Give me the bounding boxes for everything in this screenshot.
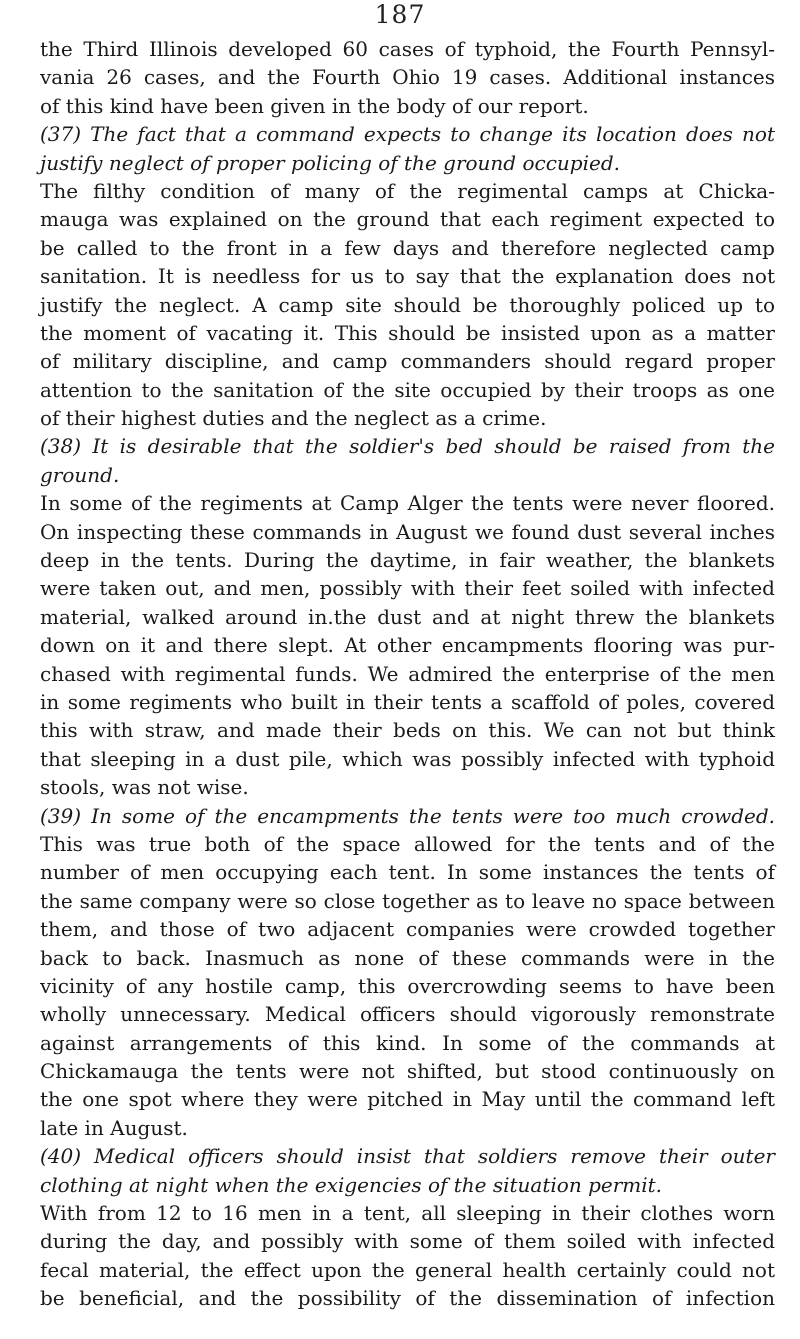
body-text-line: back to back. Inasmuch as none of these commands were in the	[40, 945, 775, 970]
body-text-line: this with straw, and made their beds on this. We can not but think	[40, 718, 775, 743]
body-text-line: be called to the front in a few days and therefore neglected camp	[40, 235, 775, 260]
body-text-line: fecal material, the effect upon the general health certainly could not	[40, 1257, 775, 1282]
body-text-line: of their highest duties and the neglect as a crime.	[40, 406, 547, 431]
body-text-line: justify the neglect. A camp site should be thoroughly policed up to	[40, 292, 775, 317]
body-text-line: attention to the sanitation of the site occupied by their troops as one	[40, 377, 775, 402]
body-text-line: vania 26 cases, and the Fourth Ohio 19 cases. Additional instances	[40, 65, 775, 90]
body-text-line: during the day, and possibly with some of them soiled with infected	[40, 1229, 775, 1254]
body-text-line: of military discipline, and camp commanders should regard proper	[40, 349, 775, 374]
body-text-line: the same company were so close together as to leave no space between	[40, 888, 775, 913]
section-heading-line: (38) It is desirable that the soldier's bed should be raised from the	[40, 434, 775, 459]
body-text-line: were taken out, and men, possibly with their feet soiled with infected	[40, 576, 775, 601]
page-number: 187	[374, 0, 426, 29]
section-heading-line: clothing at night when the exigencies of the situation permit.	[40, 1172, 663, 1197]
body-text-line: down on it and there slept. At other encampments flooring was pur-	[40, 633, 775, 658]
section-heading-line: (40) Medical officers should insist that soldiers remove their outer	[40, 1144, 775, 1169]
body-text-line: the one spot where they were pitched in May until the command left	[40, 1087, 775, 1112]
body-text-line: This was true both of the space allowed for the tents and of the	[40, 831, 775, 856]
body-text-line: the Third Illinois developed 60 cases of typhoid, the Fourth Pennsyl-	[40, 37, 775, 61]
body-text-line: them, and those of two adjacent companies were crowded together	[40, 917, 775, 942]
body-text-line: mauga was explained on the ground that each regiment expected to	[40, 207, 775, 232]
body-text-line: be beneficial, and the possibility of the dissemination of infection	[40, 1286, 775, 1311]
body-text-line: wholly unnecessary. Medical officers should vigorously remonstrate	[40, 1002, 775, 1027]
body-text-line: late in August.	[40, 1115, 188, 1140]
body-text-line: On inspecting these commands in August we found dust several inches	[40, 519, 775, 544]
body-text-line: against arrangements of this kind. In some of the commands at	[40, 1030, 775, 1055]
body-text-line: Chickamauga the tents were not shifted, but stood continuously on	[40, 1059, 775, 1084]
body-text-line: of this kind have been given in the body of our report.	[40, 93, 589, 118]
body-text-line: stools, was not wise.	[40, 775, 249, 800]
section-heading-line: (37) The fact that a command expects to change its location does not	[40, 122, 775, 147]
body-text-line: deep in the tents. During the daytime, in fair weather, the blankets	[40, 548, 775, 573]
text-body	[40, 35, 775, 1313]
section-heading-line: ground.	[40, 462, 120, 487]
body-text-line: the moment of vacating it. This should be insisted upon as a matter	[40, 320, 775, 345]
body-text-line: chased with regimental funds. We admired the enterprise of the men	[40, 661, 775, 686]
body-text-line: In some of the regiments at Camp Alger the tents were never floored.	[40, 491, 775, 516]
body-text-line: in some regiments who built in their tents a scaffold of poles, covered	[40, 689, 775, 714]
body-text-line: sanitation. It is needless for us to say that the explanation does not	[40, 264, 775, 289]
body-text-line: vicinity of any hostile camp, this overcrowding seems to have been	[40, 973, 775, 998]
body-text-line: The filthy condition of many of the regimental camps at Chicka-	[40, 178, 775, 203]
section-heading-line: justify neglect of proper policing of the ground occupied.	[40, 150, 620, 175]
body-text-line: With from 12 to 16 men in a tent, all sleeping in their clothes worn	[40, 1201, 775, 1226]
body-text-line: that sleeping in a dust pile, which was possibly infected with typhoid	[40, 746, 775, 771]
body-text-line: material, walked around in.the dust and at night threw the blankets	[40, 604, 775, 629]
body-text-line: number of men occupying each tent. In some instances the tents of	[40, 860, 775, 885]
section-heading-line: (39) In some of the encampments the tents were too much crowded.	[40, 803, 775, 828]
